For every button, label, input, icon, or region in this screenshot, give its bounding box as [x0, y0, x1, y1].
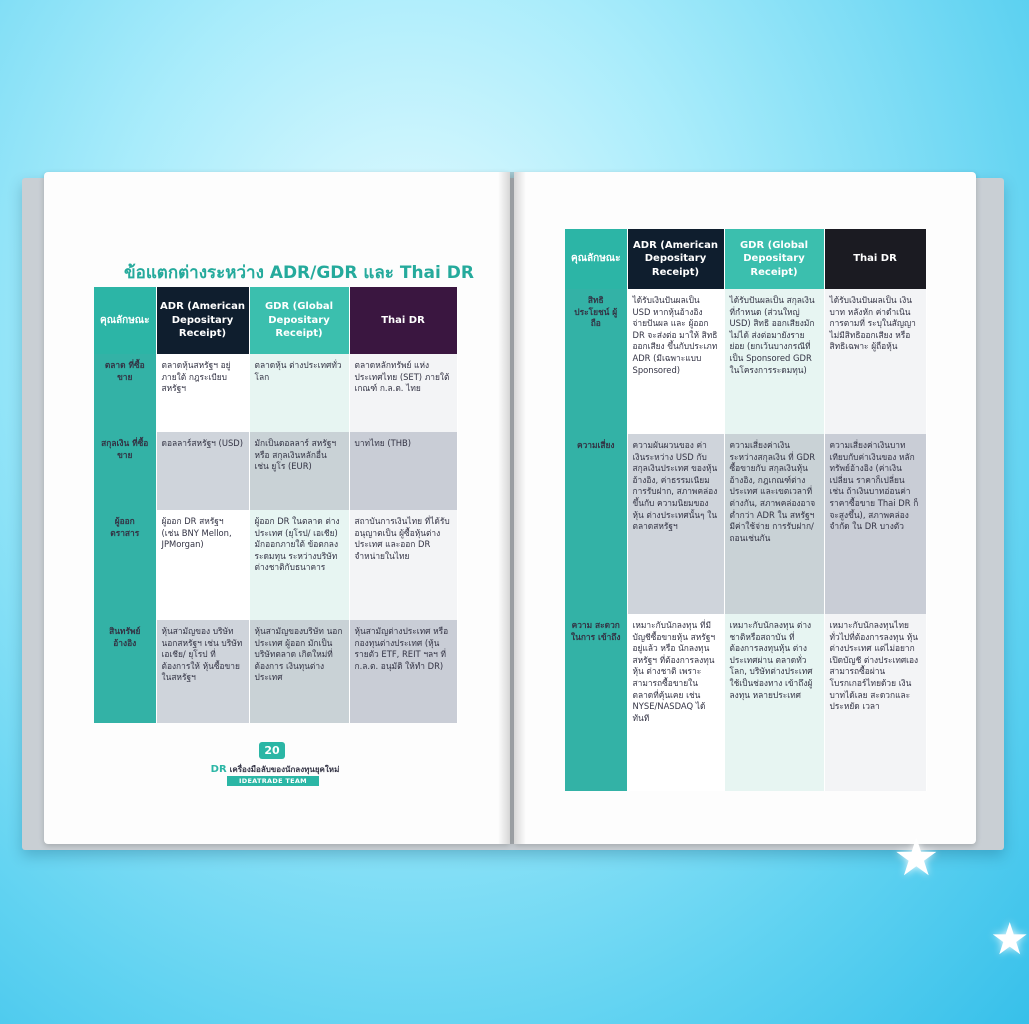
header-adr: ADR (American Depositary Receipt): [627, 229, 724, 289]
table-row: [94, 510, 457, 620]
header-gdr: GDR (Global Depositary Receipt): [249, 287, 349, 354]
cell-adr: หุ้นสามัญของ บริษัทนอกสหรัฐฯ เช่น บริษัทเอเชีย/ ยุโรป ที่ต้องการให้ หุ้นซื้อขายในสหรัฐฯ: [156, 620, 249, 723]
page-title: ข้อแตกต่างระหว่าง ADR/GDR และ Thai DR: [124, 263, 474, 283]
table-row: [565, 434, 926, 614]
footer-book-title: [170, 763, 380, 776]
cell-adr: ผู้ออก DR สหรัฐฯ (เช่น BNY Mellon, JPMorgan): [156, 510, 249, 620]
cell-thai-dr: ได้รับเงินปันผลเป็น เงินบาท หลังหัก ค่าดำเนินการตามที่ ระบุในสัญญา ไม่มีสิทธิออกเสียง หรือสิทธิเฉพาะ ผู้ถือหุ้น: [824, 289, 926, 434]
cell-thai-dr: ตลาดหลักทรัพย์ แห่งประเทศไทย (SET) ภายใต้ เกณฑ์ ก.ล.ต. ไทย: [349, 354, 457, 432]
comparison-table-left: [94, 287, 458, 723]
header-feature: คุณลักษณะ: [565, 229, 627, 289]
row-label: สินทรัพย์ อ้างอิง: [94, 620, 156, 723]
cell-adr: เหมาะกับนักลงทุน ที่มีบัญชีซื้อขายหุ้น สหรัฐฯ อยู่แล้ว หรือ นักลงทุนสหรัฐฯ ที่ต้องการลงทุนหุ้น ต่างชาติ เพราะ สามารถซื้อขายใน ตลาดที่คุ้นเคย เช่น NYSE/NASDAQ ได้ทันที: [627, 614, 724, 791]
footer-dr-logo: DR: [210, 764, 227, 775]
cell-adr: ดอลลาร์สหรัฐฯ (USD): [156, 432, 249, 510]
header-feature: คุณลักษณะ: [94, 287, 156, 354]
cell-gdr: ผู้ออก DR ในตลาด ต่างประเทศ (ยุโรป/ เอเชีย) มักออกภายใต้ ข้อตกลงระดมทุน ระหว่างบริษัท ต่างชาติกับธนาคาร: [249, 510, 349, 620]
cell-thai-dr: สถาบันการเงินไทย ที่ได้รับอนุญาตเป็น ผู้ซื้อหุ้นต่างประเทศ และออก DR จำหน่ายในไทย: [349, 510, 457, 620]
row-label: ตลาด ที่ซื้อขาย: [94, 354, 156, 432]
star-decoration: ★: [990, 914, 1029, 965]
comparison-table-right: [565, 229, 927, 791]
cell-thai-dr: ความเสี่ยงค่าเงินบาท เทียบกับค่าเงินของ หลักทรัพย์อ้างอิง (ค่าเงินเปลี่ยน ราคาก็เปลี่ยน เช่น ถ้าเงินบาทอ่อนค่า ราคาซื้อขาย Thai DR ก็จะสูงขึ้น), สภาพคล่องจำกัด ใน DR บางตัว: [824, 434, 926, 614]
cell-adr: ได้รับเงินปันผลเป็น USD หากหุ้นอ้างอิง จ่ายปันผล และ ผู้ออก DR จะส่งต่อ มาให้ สิทธิออกเสียง ขึ้นกับประเภท ADR (มีเฉพาะแบบ Sponsored): [627, 289, 724, 434]
cell-thai-dr: เหมาะกับนักลงทุนไทย ทั่วไปที่ต้องการลงทุน หุ้นต่างประเทศ แต่ไม่อยากเปิดบัญชี ต่างประเทศเอง สามารถซื้อผ่าน โบรกเกอร์ไทยด้วย เงินบาทได้เลย สะดวกและประหยัด เวลา: [824, 614, 926, 791]
cell-gdr: ตลาดหุ้น ต่างประเทศทั่วโลก: [249, 354, 349, 432]
book-gutter: [498, 172, 526, 844]
table-row: [94, 620, 457, 723]
cell-gdr: หุ้นสามัญของบริษัท นอกประเทศ ผู้ออก มักเป็นบริษัทตลาด เกิดใหม่ที่ต้องการ เงินทุนต่างประเทศ: [249, 620, 349, 723]
cell-gdr: ความเสี่ยงค่าเงิน ระหว่างสกุลเงิน ที่ GDR ซื้อขายกับ สกุลเงินหุ้นอ้างอิง, กฎเกณฑ์ต่างประเทศ และเขตเวลาที่ต่างกัน, สภาพคล่องอาจ ต่ำกว่า ADR ใน สหรัฐฯ มีค่าใช้จ่าย การรับฝาก/ถอนเช่นกัน: [724, 434, 824, 614]
row-label: ความ สะดวก ในการ เข้าถึง: [565, 614, 627, 791]
table-row: [565, 289, 926, 434]
table-row: [565, 614, 926, 791]
header-thai-dr: Thai DR: [349, 287, 457, 354]
row-label: ผู้ออก ตราสาร: [94, 510, 156, 620]
table-row: [94, 354, 457, 432]
page-number: 20: [259, 742, 285, 759]
header-thai-dr: Thai DR: [824, 229, 926, 289]
cell-gdr: มักเป็นดอลลาร์ สหรัฐฯ หรือ สกุลเงินหลักอื่น เช่น ยูโร (EUR): [249, 432, 349, 510]
cell-gdr: เหมาะกับนักลงทุน ต่างชาติหรือสถาบัน ที่ต้องการลงทุนหุ้น ต่างประเทศผ่าน ตลาดทั่วโลก, บริษัทต่างประเทศ ใช้เป็นช่องทาง เข้าถึงผู้ลงทุน หลายประเทศ: [724, 614, 824, 791]
cell-adr: ความผันผวนของ ค่าเงินระหว่าง USD กับสกุลเงินประเทศ ของหุ้นอ้างอิง, ค่าธรรมเนียม การรับฝาก, สภาพคล่องขึ้นกับ ความนิยมของหุ้น ต่างประเทศนั้นๆ ในตลาดสหรัฐฯ: [627, 434, 724, 614]
row-label: ความเสี่ยง: [565, 434, 627, 614]
cell-thai-dr: บาทไทย (THB): [349, 432, 457, 510]
footer-subtitle: เครื่องมือลับของนักลงทุนยุคใหม่: [229, 765, 340, 774]
cell-gdr: ได้รับปันผลเป็น สกุลเงินที่กำหนด (ส่วนใหญ่ USD) สิทธิ ออกเสียงมักไม่ได้ ส่งต่อมายังรายย่อย (ยกเว้นบางกรณีที่ เป็น Sponsored GDR ในโครงการระดมทุน): [724, 289, 824, 434]
row-label: สกุลเงิน ที่ซื้อขาย: [94, 432, 156, 510]
header-adr: ADR (American Depositary Receipt): [156, 287, 249, 354]
cell-adr: ตลาดหุ้นสหรัฐฯ อยู่ภายใต้ กฎระเบียบสหรัฐฯ: [156, 354, 249, 432]
star-decoration: ★: [893, 828, 940, 888]
header-gdr: GDR (Global Depositary Receipt): [724, 229, 824, 289]
table-row: [94, 432, 457, 510]
row-label: สิทธิ ประโยชน์ ผู้ถือ: [565, 289, 627, 434]
footer-team-badge: IDEATRADE TEAM: [227, 776, 319, 786]
cell-thai-dr: หุ้นสามัญต่างประเทศ หรือกองทุนต่างประเทศ (หุ้นรายตัว ETF, REIT ฯลฯ ที่ ก.ล.ต. อนุมัติ ให้ทำ DR): [349, 620, 457, 723]
